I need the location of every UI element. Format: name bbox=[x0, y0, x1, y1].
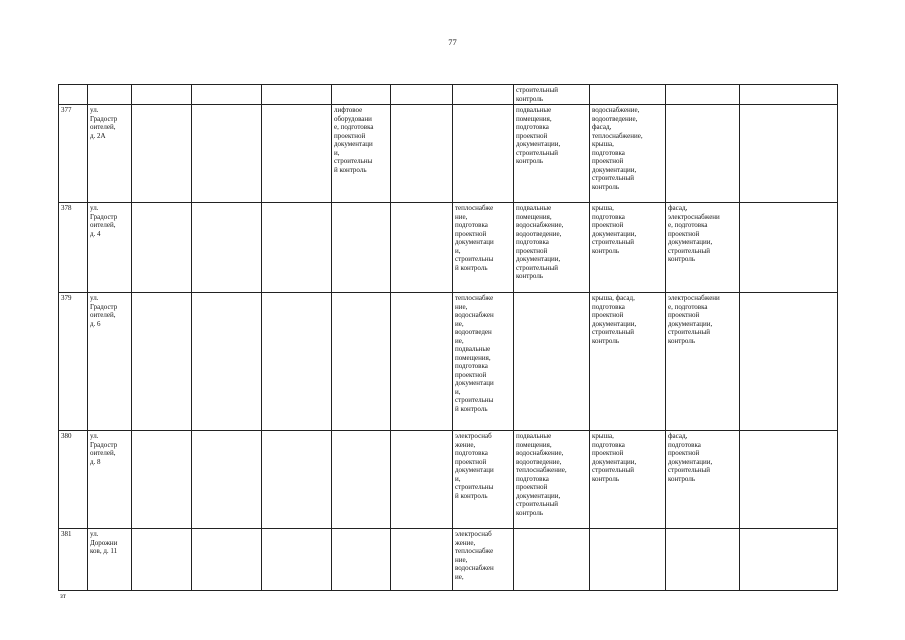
table-cell-col-3 bbox=[132, 431, 192, 529]
table-cell-col-11 bbox=[666, 529, 740, 591]
table-cell-col-7 bbox=[391, 293, 453, 431]
table-cell-col-3 bbox=[132, 105, 192, 203]
table-cell-col-5 bbox=[262, 85, 332, 105]
table-cell-col-8 bbox=[453, 529, 514, 591]
table-row bbox=[59, 85, 838, 105]
table-cell-col-3 bbox=[132, 529, 192, 591]
table-cell-col-6 bbox=[332, 293, 391, 431]
cell-text: крыша, подготовка проектной документации, строительный контроль bbox=[592, 204, 637, 255]
table-cell-col-10 bbox=[590, 105, 666, 203]
table-cell-col-12 bbox=[740, 105, 838, 203]
cell-text: крыша, фасад, подготовка проектной документации, строительный контроль bbox=[592, 294, 637, 345]
table-cell-col-11 bbox=[666, 85, 740, 105]
table-cell-col-10 bbox=[590, 203, 666, 293]
cell-text: строительный контроль bbox=[516, 86, 559, 103]
table-cell-col-8 bbox=[453, 105, 514, 203]
table-cell-address bbox=[88, 529, 132, 591]
table-cell-col-11 bbox=[666, 105, 740, 203]
table-row bbox=[59, 293, 838, 431]
table-cell-col-7 bbox=[391, 203, 453, 293]
table-row bbox=[59, 529, 838, 591]
table-cell-col-7 bbox=[391, 431, 453, 529]
table-cell-col-12 bbox=[740, 293, 838, 431]
table-cell-col-5 bbox=[262, 529, 332, 591]
cell-text: подвальные помещения, водоснабжение, водоотведение, теплоснабжение, подготовка проектной документации, строительный контроль bbox=[516, 432, 567, 517]
table-cell-col-6 bbox=[332, 105, 391, 203]
table-cell-col-12 bbox=[740, 431, 838, 529]
table-cell-address bbox=[88, 105, 132, 203]
footer-mark: зт bbox=[60, 592, 66, 600]
table-cell-col-9 bbox=[514, 105, 590, 203]
table-cell-col-11 bbox=[666, 293, 740, 431]
cell-text: теплоснабже ние, водоснабжен ие, водоотведен ие, подвальные помещения, подготовка проектной документаци и, строительны й контроль bbox=[455, 294, 494, 413]
table-cell-row-number bbox=[59, 293, 88, 431]
table-cell-col-12 bbox=[740, 203, 838, 293]
cell-text: электроснаб жение, теплоснабже ние, водоснабжен ие, bbox=[455, 530, 494, 581]
table-cell-col-3 bbox=[132, 203, 192, 293]
table-cell-col-12 bbox=[740, 529, 838, 591]
table-cell-col-9 bbox=[514, 431, 590, 529]
cell-text: фасад, электроснабжени е, подготовка проектной документации, строительный контроль bbox=[668, 204, 720, 263]
table-cell-address bbox=[88, 431, 132, 529]
table-cell-col-6 bbox=[332, 203, 391, 293]
table-cell-col-11 bbox=[666, 431, 740, 529]
table-cell-col-9 bbox=[514, 293, 590, 431]
cell-text: теплоснабже ние, подготовка проектной документаци и, строительны й контроль bbox=[455, 204, 494, 272]
table-cell-col-5 bbox=[262, 203, 332, 293]
cell-text: 378 bbox=[61, 204, 72, 212]
cell-text: подвальные помещения, подготовка проектной документации, строительный контроль bbox=[516, 106, 561, 165]
cell-text: электроснаб жение, подготовка проектной документаци и, строительны й контроль bbox=[455, 432, 494, 500]
table-cell-col-3 bbox=[132, 293, 192, 431]
table-cell-col-6 bbox=[332, 529, 391, 591]
table-cell-col-8 bbox=[453, 293, 514, 431]
table-cell-address bbox=[88, 203, 132, 293]
table-cell-row-number bbox=[59, 85, 88, 105]
table-cell-col-10 bbox=[590, 431, 666, 529]
table-cell-col-4 bbox=[192, 203, 262, 293]
table-row bbox=[59, 431, 838, 529]
table-cell-row-number bbox=[59, 105, 88, 203]
cell-text: ул. Градостр оителей, д. 6 bbox=[90, 294, 118, 328]
table-cell-row-number bbox=[59, 203, 88, 293]
table-cell-col-7 bbox=[391, 529, 453, 591]
table-cell-address bbox=[88, 293, 132, 431]
cell-text: электроснабжени е, подготовка проектной документации, строительный контроль bbox=[668, 294, 720, 345]
cell-text: 381 bbox=[61, 530, 72, 538]
cell-text: фасад, подготовка проектной документации, строительный контроль bbox=[668, 432, 713, 483]
table-cell-col-7 bbox=[391, 85, 453, 105]
capital-repair-schedule-table bbox=[58, 84, 838, 591]
table-cell-col-6 bbox=[332, 431, 391, 529]
table-cell-col-11 bbox=[666, 203, 740, 293]
table-cell-col-10 bbox=[590, 529, 666, 591]
table-cell-col-10 bbox=[590, 85, 666, 105]
table-cell-col-4 bbox=[192, 431, 262, 529]
cell-text: лифтовое оборудовани е, подготовка проектной документаци и, строительны й контроль bbox=[334, 106, 374, 174]
table-cell-row-number bbox=[59, 431, 88, 529]
cell-text: ул. Дорожни ков, д. 11 bbox=[90, 530, 118, 555]
cell-text: 379 bbox=[61, 294, 72, 302]
table-cell-col-4 bbox=[192, 105, 262, 203]
table-cell-col-7 bbox=[391, 105, 453, 203]
table-cell-col-8 bbox=[453, 431, 514, 529]
cell-text: водоснабжение, водоотведение, фасад, теплоснабжение, крыша, подготовка проектной документации, строительный контроль bbox=[592, 106, 643, 191]
cell-text: ул. Градостр оителей, д. 8 bbox=[90, 432, 118, 466]
table-cell-col-5 bbox=[262, 105, 332, 203]
table-cell-row-number bbox=[59, 529, 88, 591]
cell-text: ул. Градостр оителей, д. 2А bbox=[90, 106, 118, 140]
cell-text: ул. Градостр оителей, д. 4 bbox=[90, 204, 118, 238]
table-cell-col-9 bbox=[514, 85, 590, 105]
table-cell-col-9 bbox=[514, 203, 590, 293]
table-cell-col-4 bbox=[192, 529, 262, 591]
table-cell-col-4 bbox=[192, 293, 262, 431]
table-cell-col-12 bbox=[740, 85, 838, 105]
table-row bbox=[59, 203, 838, 293]
table-cell-col-8 bbox=[453, 85, 514, 105]
table-cell-col-9 bbox=[514, 529, 590, 591]
cell-text: подвальные помещения, водоснабжение, водоотведение, подготовка проектной документации, строительный контроль bbox=[516, 204, 564, 280]
table-cell-col-6 bbox=[332, 85, 391, 105]
table-cell-col-10 bbox=[590, 293, 666, 431]
table-cell-col-8 bbox=[453, 203, 514, 293]
page-number: 77 bbox=[448, 37, 457, 47]
table-cell-address bbox=[88, 85, 132, 105]
cell-text: 380 bbox=[61, 432, 72, 440]
table-cell-col-5 bbox=[262, 431, 332, 529]
cell-text: крыша, подготовка проектной документации, строительный контроль bbox=[592, 432, 637, 483]
table-row bbox=[59, 105, 838, 203]
cell-text: 377 bbox=[61, 106, 72, 114]
table-cell-col-3 bbox=[132, 85, 192, 105]
table-cell-col-4 bbox=[192, 85, 262, 105]
table-cell-col-5 bbox=[262, 293, 332, 431]
